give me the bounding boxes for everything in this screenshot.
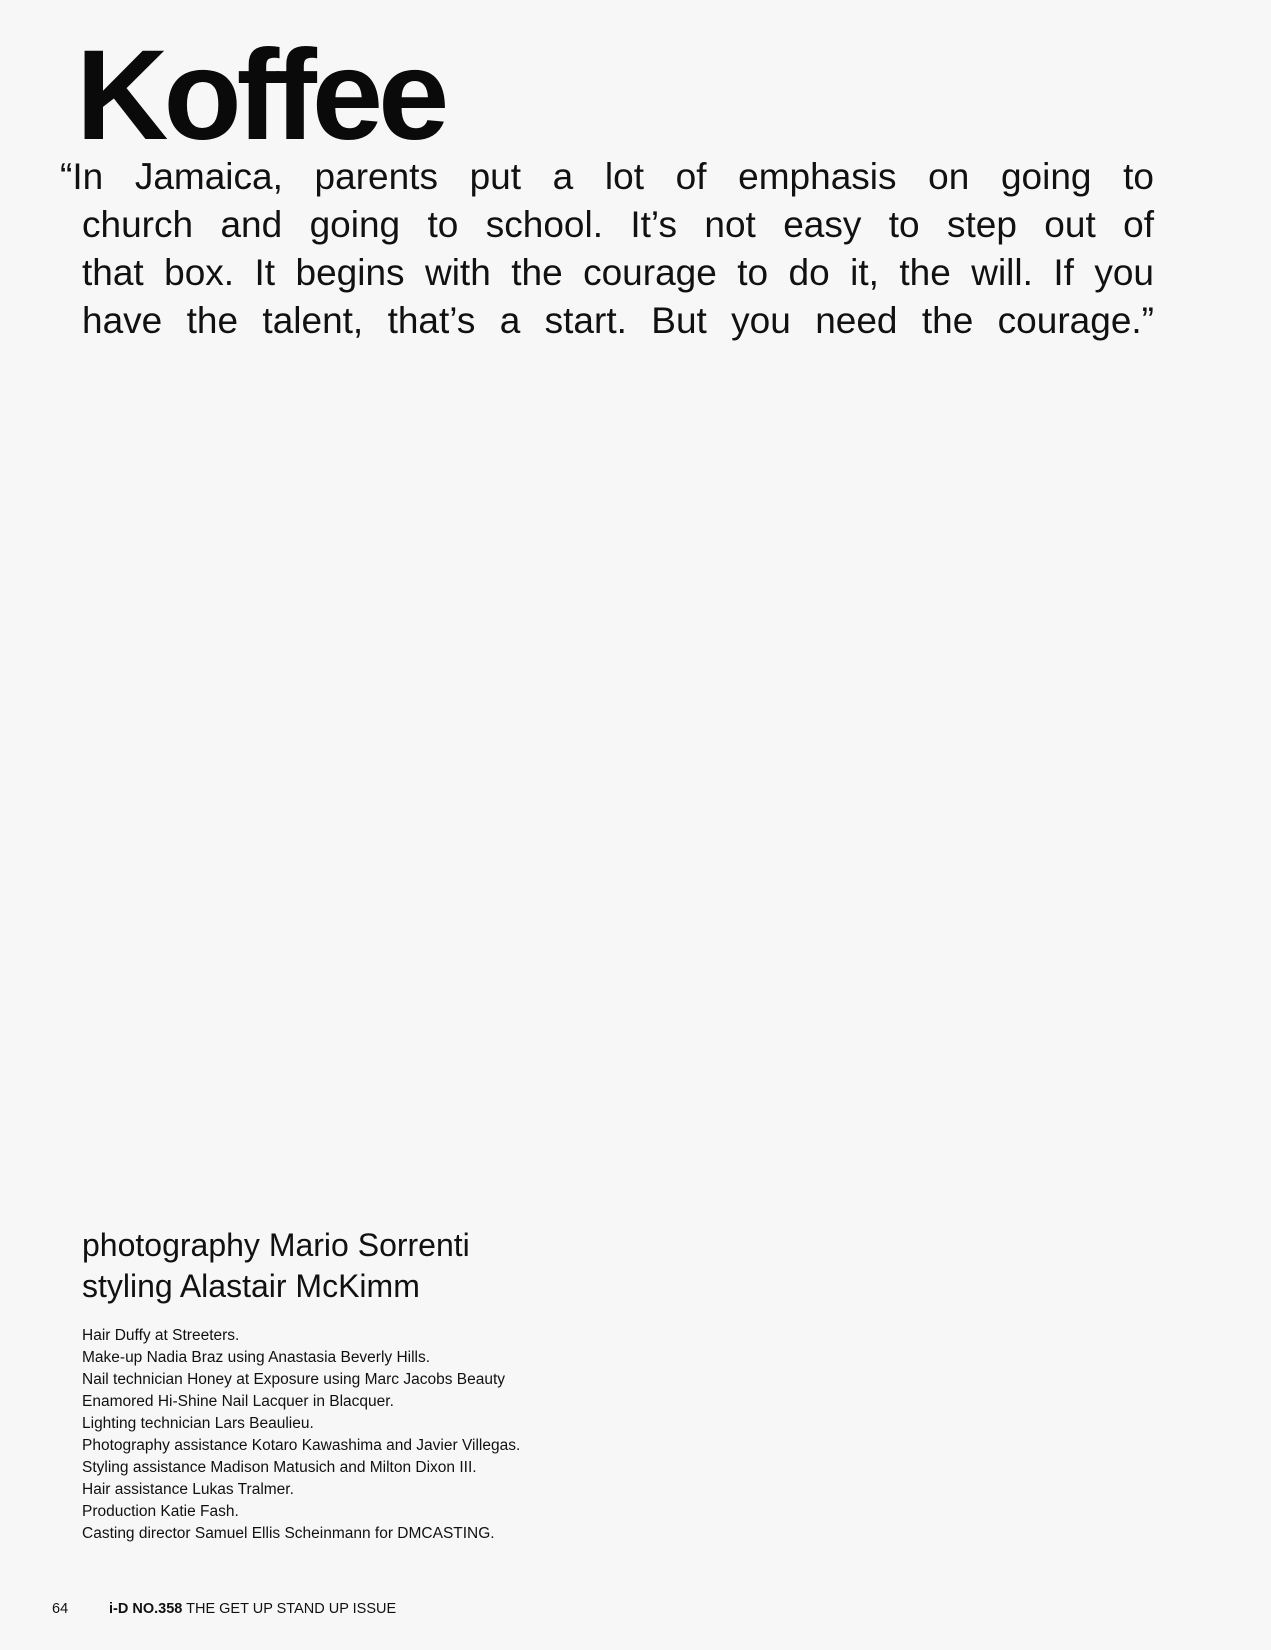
quote-line: have the talent, that’s a start. But you need the courage.” [82, 300, 1154, 341]
credit-line: Photography assistance Kotaro Kawashima and Javier Villegas. [82, 1437, 521, 1454]
credit-line: Enamored Hi-Shine Nail Lacquer in Blacquer. [82, 1393, 394, 1410]
credit-line: Nail technician Honey at Exposure using Marc Jacobs Beauty [82, 1371, 506, 1388]
credit-line: Production Katie Fash. [82, 1503, 239, 1520]
issue-name: THE GET UP STAND UP ISSUE [186, 1601, 397, 1617]
photography-credit: photography Mario Sorrenti [82, 1227, 470, 1263]
credit-line: Styling assistance Madison Matusich and Milton Dixon III. [82, 1459, 477, 1476]
styling-credit: styling Alastair McKimm [82, 1268, 420, 1304]
credit-line: Lighting technician Lars Beaulieu. [82, 1415, 314, 1432]
page-footer [52, 1600, 396, 1618]
page-number: 64 [52, 1601, 69, 1617]
credit-line: Hair assistance Lukas Tralmer. [82, 1481, 294, 1498]
quote-line: that box. It begins with the courage to do it, the will. If you [82, 252, 1154, 293]
magazine-name: i-D NO.358 [109, 1601, 183, 1617]
credits-details [82, 1325, 520, 1545]
quote-line: church and going to school. It’s not easy to step out of [82, 204, 1154, 245]
quote-line: “In Jamaica, parents put a lot of emphasis on going to [60, 156, 1154, 197]
pull-quote [60, 153, 1154, 345]
credit-line: Casting director Samuel Ellis Scheinmann for DMCASTING. [82, 1525, 495, 1542]
article-title: Koffee [76, 24, 445, 167]
credit-line: Make-up Nadia Braz using Anastasia Beverly Hills. [82, 1349, 431, 1366]
main-credits [82, 1225, 470, 1307]
credit-line: Hair Duffy at Streeters. [82, 1327, 240, 1344]
